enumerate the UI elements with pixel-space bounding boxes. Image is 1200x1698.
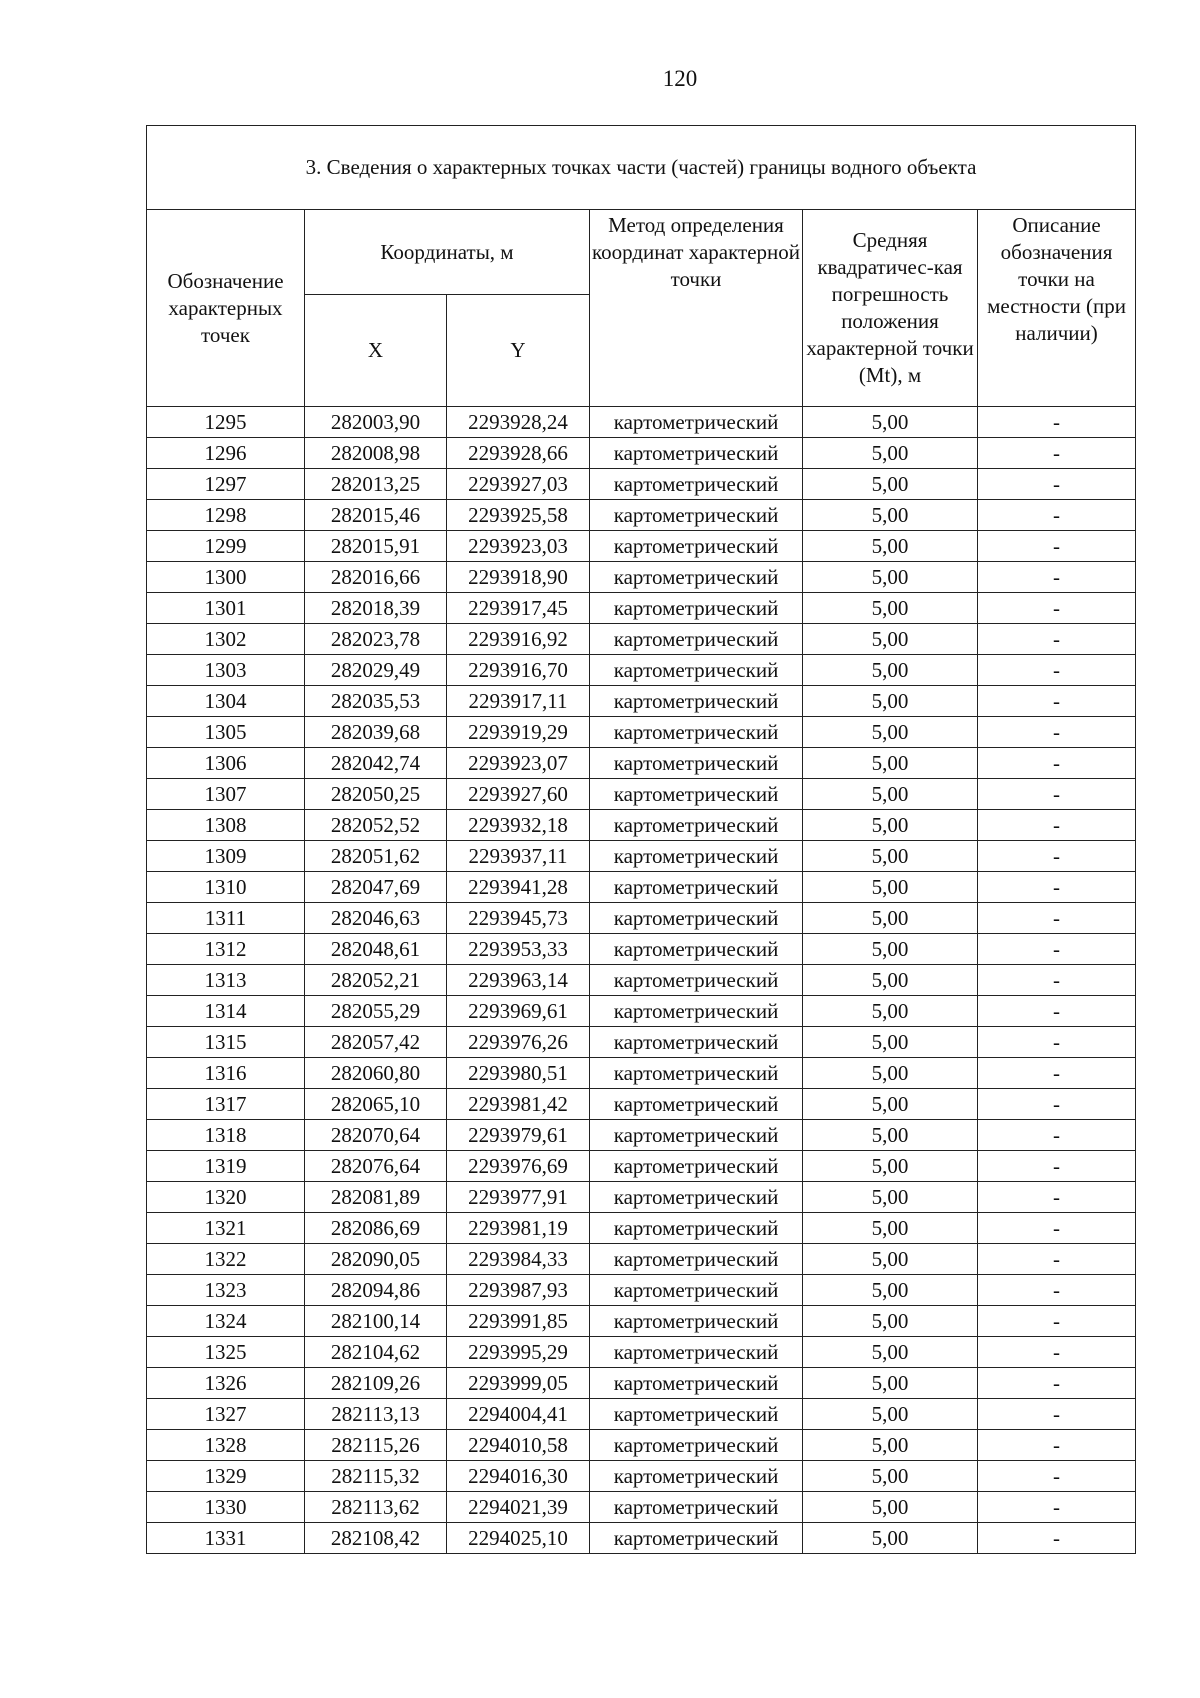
table-row: [147, 655, 1136, 686]
section-title: 3. Сведения о характерных точках части (частей) границы водного объекта: [147, 126, 1136, 210]
method-cell: картометрический: [590, 1027, 803, 1058]
x-coordinate-cell: 282015,46: [305, 500, 447, 531]
error-cell: 5,00: [803, 1399, 978, 1430]
description-cell: -: [978, 1120, 1136, 1151]
table-row: [147, 1492, 1136, 1523]
point-id-cell: 1324: [147, 1306, 305, 1337]
y-coordinate-cell: 2293984,33: [447, 1244, 590, 1275]
table-row: [147, 624, 1136, 655]
description-cell: -: [978, 934, 1136, 965]
error-cell: 5,00: [803, 686, 978, 717]
error-cell: 5,00: [803, 438, 978, 469]
description-cell: -: [978, 872, 1136, 903]
y-coordinate-cell: 2293916,70: [447, 655, 590, 686]
x-coordinate-cell: 282076,64: [305, 1151, 447, 1182]
y-coordinate-cell: 2293917,45: [447, 593, 590, 624]
point-id-cell: 1328: [147, 1430, 305, 1461]
error-cell: 5,00: [803, 1182, 978, 1213]
method-cell: картометрический: [590, 934, 803, 965]
method-cell: картометрический: [590, 841, 803, 872]
point-id-cell: 1309: [147, 841, 305, 872]
y-coordinate-cell: 2293969,61: [447, 996, 590, 1027]
y-coordinate-cell: 2293976,69: [447, 1151, 590, 1182]
error-cell: 5,00: [803, 655, 978, 686]
y-coordinate-cell: 2293916,92: [447, 624, 590, 655]
table-row: [147, 810, 1136, 841]
point-id-cell: 1298: [147, 500, 305, 531]
table-row: [147, 562, 1136, 593]
y-coordinate-cell: 2293925,58: [447, 500, 590, 531]
header-description: Описание обозначения точки на местности (при наличии): [978, 210, 1136, 407]
table-row: [147, 717, 1136, 748]
method-cell: картометрический: [590, 1120, 803, 1151]
y-coordinate-cell: 2293927,03: [447, 469, 590, 500]
description-cell: -: [978, 438, 1136, 469]
description-cell: -: [978, 1306, 1136, 1337]
description-cell: -: [978, 624, 1136, 655]
y-coordinate-cell: 2293987,93: [447, 1275, 590, 1306]
y-coordinate-cell: 2293976,26: [447, 1027, 590, 1058]
error-cell: 5,00: [803, 407, 978, 438]
y-coordinate-cell: 2293928,24: [447, 407, 590, 438]
header-x: X: [305, 295, 447, 407]
error-cell: 5,00: [803, 1151, 978, 1182]
y-coordinate-cell: 2293917,11: [447, 686, 590, 717]
x-coordinate-cell: 282039,68: [305, 717, 447, 748]
x-coordinate-cell: 282051,62: [305, 841, 447, 872]
table-row: [147, 1275, 1136, 1306]
table-row: [147, 1027, 1136, 1058]
description-cell: -: [978, 655, 1136, 686]
method-cell: картометрический: [590, 1337, 803, 1368]
description-cell: -: [978, 1399, 1136, 1430]
y-coordinate-cell: 2293941,28: [447, 872, 590, 903]
x-coordinate-cell: 282108,42: [305, 1523, 447, 1554]
point-id-cell: 1319: [147, 1151, 305, 1182]
error-cell: 5,00: [803, 1244, 978, 1275]
description-cell: -: [978, 1461, 1136, 1492]
error-cell: 5,00: [803, 872, 978, 903]
page-number: 120: [662, 66, 698, 91]
description-cell: -: [978, 1275, 1136, 1306]
error-cell: 5,00: [803, 717, 978, 748]
description-cell: -: [978, 1244, 1136, 1275]
header-error: Средняя квадратичес-кая погрешность положения характерной точки (Mt), м: [803, 210, 978, 407]
x-coordinate-cell: 282113,62: [305, 1492, 447, 1523]
description-cell: -: [978, 965, 1136, 996]
table-row: [147, 748, 1136, 779]
method-cell: картометрический: [590, 438, 803, 469]
method-cell: картометрический: [590, 686, 803, 717]
point-id-cell: 1305: [147, 717, 305, 748]
error-cell: 5,00: [803, 1089, 978, 1120]
x-coordinate-cell: 282015,91: [305, 531, 447, 562]
y-coordinate-cell: 2293927,60: [447, 779, 590, 810]
x-coordinate-cell: 282113,13: [305, 1399, 447, 1430]
table-row: [147, 593, 1136, 624]
method-cell: картометрический: [590, 779, 803, 810]
description-cell: -: [978, 1430, 1136, 1461]
table-row: [147, 1213, 1136, 1244]
table-row: [147, 1523, 1136, 1554]
description-cell: -: [978, 593, 1136, 624]
point-id-cell: 1311: [147, 903, 305, 934]
point-id-cell: 1307: [147, 779, 305, 810]
x-coordinate-cell: 282115,26: [305, 1430, 447, 1461]
point-id-cell: 1296: [147, 438, 305, 469]
y-coordinate-cell: 2293999,05: [447, 1368, 590, 1399]
description-cell: -: [978, 996, 1136, 1027]
x-coordinate-cell: 282081,89: [305, 1182, 447, 1213]
method-cell: картометрический: [590, 872, 803, 903]
description-cell: -: [978, 531, 1136, 562]
description-cell: -: [978, 469, 1136, 500]
table-row: [147, 500, 1136, 531]
method-cell: картометрический: [590, 996, 803, 1027]
error-cell: 5,00: [803, 748, 978, 779]
description-cell: -: [978, 717, 1136, 748]
point-id-cell: 1304: [147, 686, 305, 717]
y-coordinate-cell: 2294004,41: [447, 1399, 590, 1430]
y-coordinate-cell: 2294016,30: [447, 1461, 590, 1492]
error-cell: 5,00: [803, 562, 978, 593]
description-cell: -: [978, 779, 1136, 810]
y-coordinate-cell: 2293928,66: [447, 438, 590, 469]
x-coordinate-cell: 282048,61: [305, 934, 447, 965]
table-row: [147, 1244, 1136, 1275]
table-row: [147, 1120, 1136, 1151]
y-coordinate-cell: 2293923,03: [447, 531, 590, 562]
description-cell: -: [978, 748, 1136, 779]
error-cell: 5,00: [803, 1492, 978, 1523]
method-cell: картометрический: [590, 407, 803, 438]
error-cell: 5,00: [803, 903, 978, 934]
x-coordinate-cell: 282047,69: [305, 872, 447, 903]
method-cell: картометрический: [590, 1058, 803, 1089]
method-cell: картометрический: [590, 1461, 803, 1492]
y-coordinate-cell: 2294010,58: [447, 1430, 590, 1461]
x-coordinate-cell: 282050,25: [305, 779, 447, 810]
x-coordinate-cell: 282094,86: [305, 1275, 447, 1306]
method-cell: картометрический: [590, 717, 803, 748]
table-row: [147, 1399, 1136, 1430]
error-cell: 5,00: [803, 965, 978, 996]
table-row: [147, 1430, 1136, 1461]
x-coordinate-cell: 282055,29: [305, 996, 447, 1027]
method-cell: картометрический: [590, 1492, 803, 1523]
error-cell: 5,00: [803, 841, 978, 872]
table-row: [147, 1368, 1136, 1399]
y-coordinate-cell: 2293918,90: [447, 562, 590, 593]
header-designation: Обозначение характерных точек: [147, 210, 305, 407]
x-coordinate-cell: 282100,14: [305, 1306, 447, 1337]
point-id-cell: 1303: [147, 655, 305, 686]
x-coordinate-cell: 282018,39: [305, 593, 447, 624]
method-cell: картометрический: [590, 965, 803, 996]
point-id-cell: 1295: [147, 407, 305, 438]
error-cell: 5,00: [803, 1275, 978, 1306]
x-coordinate-cell: 282035,53: [305, 686, 447, 717]
method-cell: картометрический: [590, 1182, 803, 1213]
point-id-cell: 1330: [147, 1492, 305, 1523]
method-cell: картометрический: [590, 500, 803, 531]
table-row: [147, 965, 1136, 996]
table-row: [147, 1306, 1136, 1337]
description-cell: -: [978, 686, 1136, 717]
description-cell: -: [978, 1182, 1136, 1213]
description-cell: -: [978, 1492, 1136, 1523]
point-id-cell: 1331: [147, 1523, 305, 1554]
method-cell: картометрический: [590, 903, 803, 934]
error-cell: 5,00: [803, 1430, 978, 1461]
point-id-cell: 1299: [147, 531, 305, 562]
table-row: [147, 1461, 1136, 1492]
method-cell: картометрический: [590, 1089, 803, 1120]
x-coordinate-cell: 282008,98: [305, 438, 447, 469]
description-cell: -: [978, 562, 1136, 593]
header-coordinates: Координаты, м: [305, 210, 590, 295]
error-cell: 5,00: [803, 810, 978, 841]
point-id-cell: 1321: [147, 1213, 305, 1244]
error-cell: 5,00: [803, 500, 978, 531]
y-coordinate-cell: 2293980,51: [447, 1058, 590, 1089]
x-coordinate-cell: 282013,25: [305, 469, 447, 500]
y-coordinate-cell: 2293953,33: [447, 934, 590, 965]
table-row: [147, 469, 1136, 500]
table-row: [147, 1058, 1136, 1089]
boundary-points-table: [146, 125, 1136, 1554]
table-row: [147, 1182, 1136, 1213]
error-cell: 5,00: [803, 624, 978, 655]
table-row: [147, 438, 1136, 469]
x-coordinate-cell: 282070,64: [305, 1120, 447, 1151]
method-cell: картометрический: [590, 531, 803, 562]
error-cell: 5,00: [803, 1058, 978, 1089]
method-cell: картометрический: [590, 1430, 803, 1461]
point-id-cell: 1314: [147, 996, 305, 1027]
method-cell: картометрический: [590, 1368, 803, 1399]
method-cell: картометрический: [590, 655, 803, 686]
table-row: [147, 779, 1136, 810]
description-cell: -: [978, 841, 1136, 872]
description-cell: -: [978, 1089, 1136, 1120]
x-coordinate-cell: 282060,80: [305, 1058, 447, 1089]
table-row: [147, 903, 1136, 934]
description-cell: -: [978, 1368, 1136, 1399]
table-row: [147, 841, 1136, 872]
x-coordinate-cell: 282090,05: [305, 1244, 447, 1275]
point-id-cell: 1322: [147, 1244, 305, 1275]
x-coordinate-cell: 282046,63: [305, 903, 447, 934]
point-id-cell: 1316: [147, 1058, 305, 1089]
error-cell: 5,00: [803, 469, 978, 500]
error-cell: 5,00: [803, 996, 978, 1027]
error-cell: 5,00: [803, 934, 978, 965]
y-coordinate-cell: 2293979,61: [447, 1120, 590, 1151]
description-cell: -: [978, 1337, 1136, 1368]
point-id-cell: 1313: [147, 965, 305, 996]
y-coordinate-cell: 2293923,07: [447, 748, 590, 779]
table-row: [147, 407, 1136, 438]
method-cell: картометрический: [590, 562, 803, 593]
description-cell: -: [978, 1213, 1136, 1244]
error-cell: 5,00: [803, 1027, 978, 1058]
method-cell: картометрический: [590, 1151, 803, 1182]
error-cell: 5,00: [803, 1461, 978, 1492]
method-cell: картометрический: [590, 748, 803, 779]
x-coordinate-cell: 282016,66: [305, 562, 447, 593]
y-coordinate-cell: 2293995,29: [447, 1337, 590, 1368]
error-cell: 5,00: [803, 1120, 978, 1151]
y-coordinate-cell: 2293937,11: [447, 841, 590, 872]
error-cell: 5,00: [803, 1523, 978, 1554]
method-cell: картометрический: [590, 1306, 803, 1337]
point-id-cell: 1329: [147, 1461, 305, 1492]
method-cell: картометрический: [590, 469, 803, 500]
method-cell: картометрический: [590, 1244, 803, 1275]
y-coordinate-cell: 2293981,19: [447, 1213, 590, 1244]
point-id-cell: 1300: [147, 562, 305, 593]
point-id-cell: 1317: [147, 1089, 305, 1120]
point-id-cell: 1301: [147, 593, 305, 624]
method-cell: картометрический: [590, 593, 803, 624]
point-id-cell: 1312: [147, 934, 305, 965]
x-coordinate-cell: 282115,32: [305, 1461, 447, 1492]
x-coordinate-cell: 282052,52: [305, 810, 447, 841]
x-coordinate-cell: 282003,90: [305, 407, 447, 438]
point-id-cell: 1308: [147, 810, 305, 841]
table-row: [147, 686, 1136, 717]
method-cell: картометрический: [590, 1213, 803, 1244]
header-y: Y: [447, 295, 590, 407]
table-row: [147, 1151, 1136, 1182]
description-cell: -: [978, 1523, 1136, 1554]
y-coordinate-cell: 2293932,18: [447, 810, 590, 841]
y-coordinate-cell: 2293963,14: [447, 965, 590, 996]
error-cell: 5,00: [803, 779, 978, 810]
y-coordinate-cell: 2293981,42: [447, 1089, 590, 1120]
x-coordinate-cell: 282065,10: [305, 1089, 447, 1120]
error-cell: 5,00: [803, 593, 978, 624]
error-cell: 5,00: [803, 531, 978, 562]
point-id-cell: 1310: [147, 872, 305, 903]
error-cell: 5,00: [803, 1368, 978, 1399]
point-id-cell: 1320: [147, 1182, 305, 1213]
point-id-cell: 1327: [147, 1399, 305, 1430]
table-row: [147, 1337, 1136, 1368]
table-row: [147, 996, 1136, 1027]
method-cell: картометрический: [590, 624, 803, 655]
x-coordinate-cell: 282109,26: [305, 1368, 447, 1399]
table-row: [147, 531, 1136, 562]
x-coordinate-cell: 282057,42: [305, 1027, 447, 1058]
y-coordinate-cell: 2293977,91: [447, 1182, 590, 1213]
x-coordinate-cell: 282052,21: [305, 965, 447, 996]
point-id-cell: 1297: [147, 469, 305, 500]
error-cell: 5,00: [803, 1306, 978, 1337]
point-id-cell: 1302: [147, 624, 305, 655]
y-coordinate-cell: 2294021,39: [447, 1492, 590, 1523]
point-id-cell: 1315: [147, 1027, 305, 1058]
x-coordinate-cell: 282042,74: [305, 748, 447, 779]
description-cell: -: [978, 810, 1136, 841]
x-coordinate-cell: 282023,78: [305, 624, 447, 655]
table-row: [147, 1089, 1136, 1120]
method-cell: картометрический: [590, 1399, 803, 1430]
x-coordinate-cell: 282086,69: [305, 1213, 447, 1244]
y-coordinate-cell: 2293991,85: [447, 1306, 590, 1337]
description-cell: -: [978, 1027, 1136, 1058]
table-row: [147, 872, 1136, 903]
description-cell: -: [978, 1058, 1136, 1089]
method-cell: картометрический: [590, 1275, 803, 1306]
y-coordinate-cell: 2294025,10: [447, 1523, 590, 1554]
method-cell: картометрический: [590, 810, 803, 841]
method-cell: картометрический: [590, 1523, 803, 1554]
header-method: Метод определения координат характерной точки: [590, 210, 803, 407]
point-id-cell: 1323: [147, 1275, 305, 1306]
description-cell: -: [978, 903, 1136, 934]
point-id-cell: 1306: [147, 748, 305, 779]
error-cell: 5,00: [803, 1337, 978, 1368]
description-cell: -: [978, 1151, 1136, 1182]
y-coordinate-cell: 2293945,73: [447, 903, 590, 934]
point-id-cell: 1326: [147, 1368, 305, 1399]
x-coordinate-cell: 282029,49: [305, 655, 447, 686]
error-cell: 5,00: [803, 1213, 978, 1244]
y-coordinate-cell: 2293919,29: [447, 717, 590, 748]
description-cell: -: [978, 500, 1136, 531]
x-coordinate-cell: 282104,62: [305, 1337, 447, 1368]
description-cell: -: [978, 407, 1136, 438]
table-body: [147, 407, 1136, 1554]
table-row: [147, 934, 1136, 965]
point-id-cell: 1325: [147, 1337, 305, 1368]
point-id-cell: 1318: [147, 1120, 305, 1151]
